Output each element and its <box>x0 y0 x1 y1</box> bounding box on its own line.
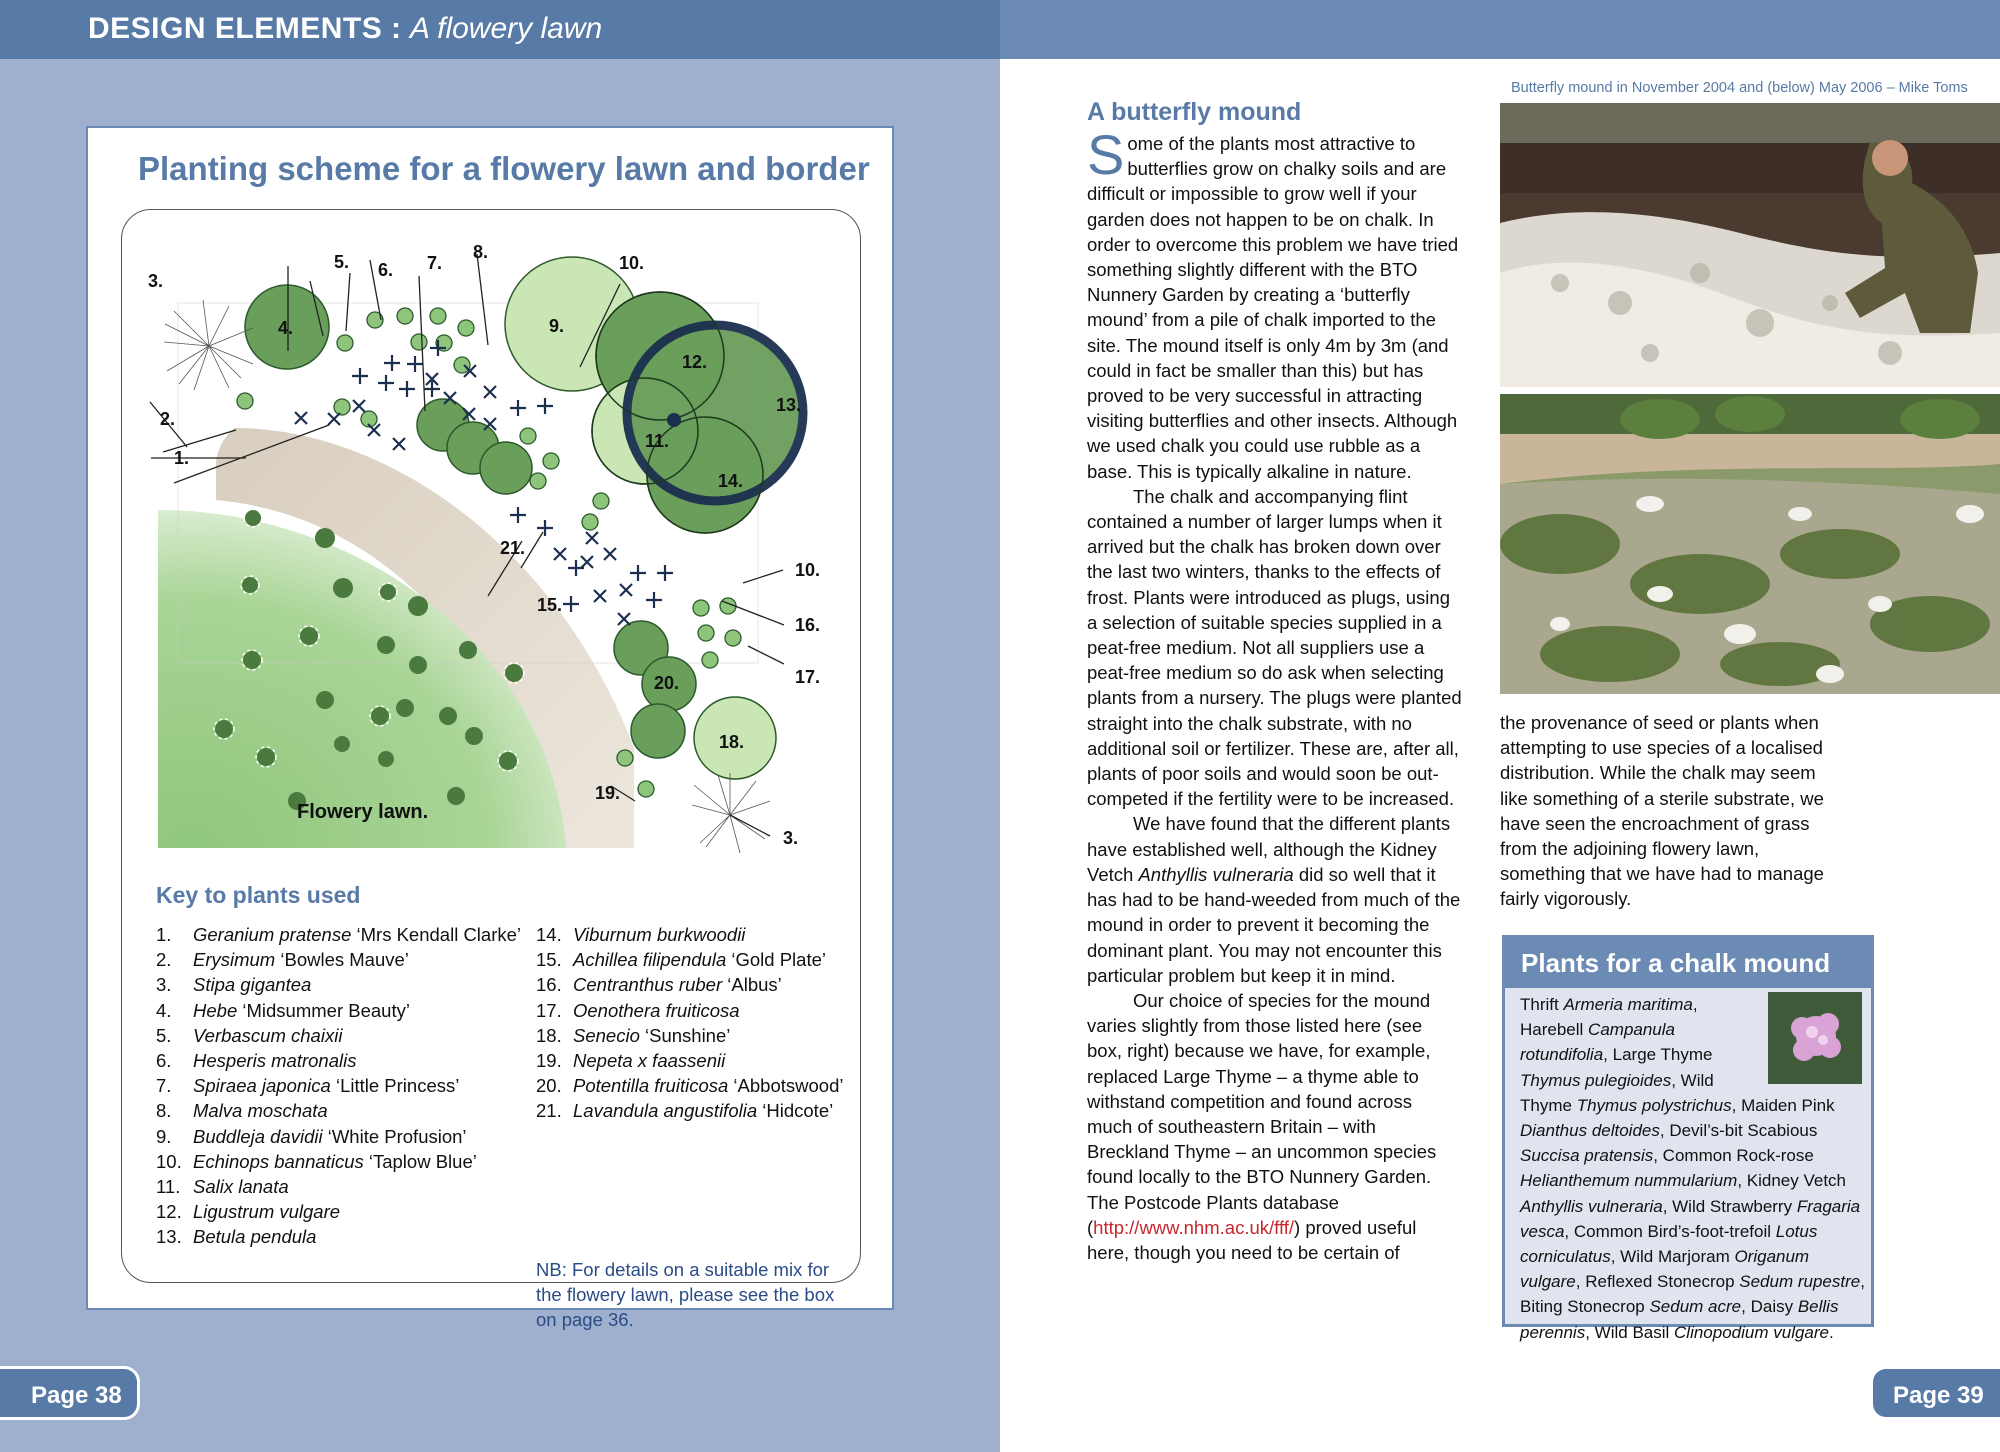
key-cultivar: ‘Hidcote’ <box>757 1100 834 1122</box>
key-cultivar: ‘Little Princess’ <box>330 1075 460 1097</box>
key-number: 8. <box>156 1100 172 1122</box>
label-10b: 10. <box>795 560 821 580</box>
box-separator: , Kidney Vetch <box>1737 1171 1846 1191</box>
box-latin-name: Campanula rotundifolia <box>1520 1020 1675 1065</box>
box-latin-name: Armeria maritima <box>1563 995 1693 1014</box>
key-number: 18. <box>536 1024 562 1046</box>
key-item <box>156 1073 521 1098</box>
label-15: 15. <box>537 595 563 615</box>
key-item <box>156 972 521 997</box>
key-item <box>536 1023 843 1048</box>
label-17: 17. <box>795 667 821 687</box>
key-item <box>536 1098 843 1123</box>
key-cultivar: ‘Bowles Mauve’ <box>275 949 409 971</box>
header-bar <box>0 0 2000 59</box>
key-item <box>156 1174 521 1199</box>
paragraph-1 <box>1087 123 1462 484</box>
key-number: 9. <box>156 1125 172 1147</box>
box-common-name: Thrift <box>1520 995 1564 1014</box>
key-item <box>156 1124 521 1149</box>
section-label: DESIGN ELEMENTS : <box>88 12 402 45</box>
label-5: 5. <box>334 252 350 272</box>
key-latin-name: Oenothera fruiticosa <box>573 999 740 1021</box>
key-number: 11. <box>156 1176 181 1198</box>
key-column-1 <box>156 922 521 1250</box>
article-column-2 <box>1500 710 1845 912</box>
box-separator: , Biting Stonecrop <box>1520 1272 1865 1317</box>
key-latin-name: Senecio <box>573 1024 640 1046</box>
key-number: 16. <box>536 974 562 996</box>
key-item <box>156 998 521 1023</box>
key-latin-name: Stipa gigantea <box>193 974 312 996</box>
key-item <box>156 1224 521 1249</box>
box-text <box>1520 992 1865 1345</box>
key-cultivar: ‘Abbotswood’ <box>728 1075 844 1097</box>
key-latin-name: Achillea filipendula <box>573 949 727 971</box>
key-latin-name: Hebe <box>193 999 238 1021</box>
key-cultivar: ‘Taplow Blue’ <box>363 1150 477 1172</box>
planting-diagram <box>88 128 896 888</box>
box-separator: . <box>1829 1322 1834 1342</box>
flower-photo <box>1768 992 1862 1084</box>
key-number: 12. <box>156 1201 182 1223</box>
box-separator: , Wild Thyme <box>1520 1070 1714 1115</box>
page-number-39: Page 39 <box>1870 1366 2000 1420</box>
photo-mound-2006 <box>1500 394 2000 694</box>
key-cultivar: ‘Sunshine’ <box>639 1024 731 1046</box>
label-2: 2. <box>160 409 176 429</box>
box-separator: , Large Thyme <box>1603 1045 1713 1065</box>
box-separator: , Common Bird’s-foot-trefoil <box>1564 1221 1776 1241</box>
label-4: 4. <box>278 318 294 338</box>
key-cultivar: ‘Midsummer Beauty’ <box>237 999 410 1021</box>
key-number: 5. <box>156 1024 172 1046</box>
label-8: 8. <box>473 242 489 262</box>
lawn-mix-note: NB: For details on a suitable mix for the flowery lawn, please see the box on page 36. <box>536 1259 835 1330</box>
key-number: 6. <box>156 1050 172 1072</box>
page-number-38: Page 38 <box>0 1366 140 1420</box>
key-number: 10. <box>156 1150 182 1172</box>
drop-cap: S <box>1087 123 1125 186</box>
postcode-plants-link[interactable]: http://www.nhm.ac.uk/fff/ <box>1093 1216 1295 1238</box>
section-subtitle: A flowery lawn <box>409 12 603 45</box>
label-20: 20. <box>654 673 680 693</box>
paragraph-3 <box>1087 811 1462 987</box>
key-latin-name: Nepeta x faassenii <box>573 1050 726 1072</box>
key-number: 2. <box>156 949 172 971</box>
label-9: 9. <box>549 316 565 336</box>
label-6: 6. <box>378 260 394 280</box>
box-latin-name: Origanum vulgare <box>1520 1247 1810 1292</box>
article-column-1 <box>1087 123 1462 1265</box>
key-item <box>156 1098 521 1123</box>
key-item <box>156 1149 521 1174</box>
box-latin-name: Fragaria vesca <box>1520 1196 1861 1241</box>
key-number: 17. <box>536 999 562 1021</box>
label-3a: 3. <box>148 271 164 291</box>
key-cultivar: ‘Albus’ <box>722 974 782 996</box>
key-latin-name: Salix lanata <box>193 1176 289 1198</box>
box-separator: , Reflexed Stonecrop <box>1575 1272 1740 1292</box>
key-latin-name: Viburnum burkwoodii <box>573 924 746 945</box>
key-cultivar: ‘Mrs Kendall Clarke’ <box>351 924 522 945</box>
p3-latin: Anthyllis vulneraria <box>1138 863 1294 885</box>
box-separator: , Wild Basil <box>1585 1322 1675 1342</box>
box-separator: , Maiden Pink <box>1731 1095 1835 1115</box>
key-item <box>536 1073 843 1098</box>
box-latin-name: Succisa pratensis <box>1520 1146 1654 1166</box>
box-latin-name: Dianthus deltoides <box>1520 1121 1660 1141</box>
key-item <box>156 947 521 972</box>
label-21: 21. <box>500 538 526 558</box>
key-cultivar: ‘Gold Plate’ <box>726 949 826 971</box>
key-item <box>536 972 843 997</box>
box-separator: , Common Rock-rose <box>1653 1146 1814 1166</box>
article-title: A butterfly mound <box>1087 98 1302 126</box>
key-item <box>156 1199 521 1224</box>
photo-caption: Butterfly mound in November 2004 and (below) May 2006 – Mike Toms <box>1511 80 1968 96</box>
plant-3-stipa <box>164 300 253 390</box>
key-latin-name: Erysimum <box>193 949 276 971</box>
key-item <box>156 1048 521 1073</box>
key-latin-name: Betula pendula <box>193 1226 317 1248</box>
key-item <box>536 947 843 972</box>
box-latin-name: Bellis perennis <box>1520 1297 1839 1342</box>
key-item <box>156 922 521 947</box>
box-title: Plants for a chalk mound <box>1505 938 1871 988</box>
key-item <box>536 1048 843 1073</box>
key-number: 14. <box>536 924 562 945</box>
planting-scheme-panel <box>86 126 894 1330</box>
key-column-2 <box>536 922 843 1124</box>
key-number: 1. <box>156 924 172 945</box>
label-7: 7. <box>427 253 443 273</box>
scheme-title: Planting scheme for a flowery lawn and border <box>138 150 870 187</box>
box-separator: , Wild Marjoram <box>1610 1247 1735 1267</box>
key-latin-name: Malva moschata <box>193 1100 328 1122</box>
key-item <box>536 922 843 947</box>
key-latin-name: Lavandula angustifolia <box>573 1100 758 1122</box>
key-latin-name: Spiraea japonica <box>193 1075 331 1097</box>
plant-3-stipa-right <box>692 773 770 853</box>
photo-mound-2004 <box>1500 103 2000 387</box>
box-latin-name: Clinopodium vulgare <box>1674 1322 1829 1342</box>
box-latin-name: Sedum acre <box>1649 1297 1742 1317</box>
p3-text-a: We have found that the different plants have established well, although the Kidney Vetch <box>1087 813 1451 885</box>
label-16: 16. <box>795 615 821 635</box>
box-separator: , Daisy <box>1741 1297 1798 1317</box>
key-number: 4. <box>156 999 172 1021</box>
key-item <box>156 1023 521 1048</box>
label-12: 12. <box>682 352 708 372</box>
box-latin-name: Lotus corniculatus <box>1520 1221 1818 1267</box>
key-number: 21. <box>536 1100 562 1122</box>
box-latin-name: Sedum rupestre <box>1739 1272 1861 1292</box>
key-number: 13. <box>156 1226 182 1248</box>
label-14: 14. <box>718 471 744 491</box>
p3-text-b: did so well that it has had to be hand-weeded from much of the mound in order to prevent it becoming the dominant plant. You may not encounter this particular problem but keep it in mind. <box>1087 863 1461 986</box>
section-title <box>88 12 602 46</box>
label-10a: 10. <box>619 253 645 273</box>
key-latin-name: Ligustrum vulgare <box>193 1201 341 1223</box>
box-separator: , Harebell <box>1520 995 1698 1040</box>
box-separator: , Devil’s-bit Scabious <box>1659 1121 1818 1141</box>
label-11: 11. <box>645 431 670 451</box>
key-number: 3. <box>156 974 172 996</box>
key-latin-name: Centranthus ruber <box>573 974 723 996</box>
chalk-mound-plants-box <box>1502 935 1874 1342</box>
key-latin-name: Echinops bannaticus <box>193 1150 364 1172</box>
box-latin-name: Helianthemum nummularium <box>1520 1171 1738 1191</box>
paragraph-4 <box>1087 988 1462 1265</box>
key-latin-name: Hesperis matronalis <box>193 1050 357 1072</box>
key-number: 7. <box>156 1075 172 1097</box>
article-header <box>1087 98 1467 126</box>
box-separator: , Wild Strawberry <box>1662 1196 1797 1216</box>
key-latin-name: Verbascum chaixii <box>193 1024 343 1046</box>
paragraph-2: The chalk and accompanying flint contained a number of larger lumps when it arrived but the chalk has broken down over the last two winters, thanks to the effects of frost. Plants were introduced as plugs, using a selection of suitable species supplied in a peat-free medium. Not all suppliers use a peat-free medium so do ask when selecting plants from a nursery. The plugs were planted straight into the chalk substrate, with no additional soil or fertilizer. These are, after all, plants of poor soils and would soon be out-competed if the fertility were to be increased. <box>1087 485 1462 810</box>
key-number: 19. <box>536 1050 562 1072</box>
box-latin-name: Thymus polystrichus <box>1576 1095 1732 1115</box>
paragraph-5: the provenance of seed or plants when attempting to use species of a localised distribution. While the chalk may seem like something of a sterile substrate, we have seen the encroachment of grass from the adjoining flowery lawn, something that we have had to manage fairly vigorously. <box>1500 712 1824 910</box>
key-number: 15. <box>536 949 562 971</box>
paragraph-1-text: ome of the plants most attractive to butterflies grow on chalky soils and are difficult or impossible to grow well if your garden does not happen to be on chalk. In order to overcome this problem we have tried something slightly different with the BTO Nunnery Garden by creating a ‘butterfly mound’ from a pile of chalk imported to the site. The mound itself is only 4m by 3m (and could in fact be smaller than this) but has proved to be very successful in attracting visiting butterflies and other insects. Although we used chalk you could use rubble as a base. This is typically alkaline in nature. <box>1087 133 1459 482</box>
key-item <box>536 998 843 1023</box>
p4-text-b: ) proved useful here, though you need to be certain of <box>1087 1216 1417 1263</box>
key-latin-name: Potentilla fruiticosa <box>573 1075 729 1097</box>
p4-text-a: Our choice of species for the mound varies slightly from those listed here (see box, right) because we have, for example, replaced Large Thyme – a thyme able to withstand competition and found across much of southeastern Britain – with Breckland Thyme – an uncommon species found locally to the BTO Nunnery Garden. The Postcode Plants database ( <box>1087 989 1437 1238</box>
lawn-label: Flowery lawn. <box>297 801 429 823</box>
plant-key <box>156 882 876 1330</box>
label-1: 1. <box>174 448 190 468</box>
label-13: 13. <box>776 395 802 415</box>
label-18: 18. <box>719 732 745 752</box>
key-cultivar: ‘White Profusion’ <box>322 1125 467 1147</box>
label-3b: 3. <box>783 828 799 848</box>
box-latin-name: Anthyllis vulneraria <box>1520 1196 1663 1216</box>
label-19: 19. <box>595 783 621 803</box>
key-latin-name: Geranium pratense <box>193 924 352 945</box>
key-latin-name: Buddleja davidii <box>193 1125 323 1147</box>
key-title: Key to plants used <box>156 882 361 908</box>
box-latin-name: Thymus pulegioides <box>1520 1070 1672 1090</box>
key-number: 20. <box>536 1075 562 1097</box>
